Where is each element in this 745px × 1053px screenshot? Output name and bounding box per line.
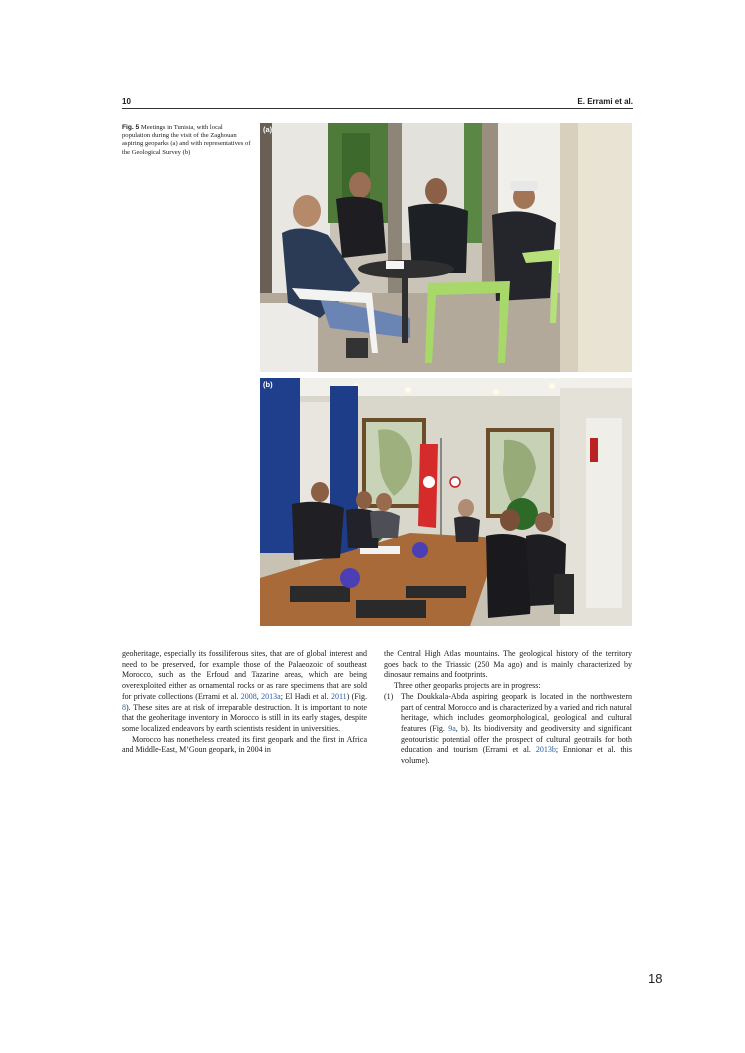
citation-link-2013b[interactable]: 2013b [535, 745, 556, 755]
photo-a-illustration [260, 123, 632, 372]
left-text-column [122, 649, 367, 756]
header-page-number: 10 [122, 97, 131, 106]
photo-a-terrace-meeting [260, 123, 632, 372]
photo-a-label: (a) [263, 125, 273, 134]
figure-label: Fig. 5 [122, 124, 140, 131]
photo-b-conference-room [260, 378, 632, 626]
citation-link-2011[interactable]: 2011 [330, 691, 347, 701]
left-paragraph-2: Morocco has nonetheless created its first geopark and the first in Africa and Middle-East, M’Goun geopark, in 2004 in [122, 734, 367, 755]
list-item-1: (1) The Doukkala-Abda aspiring geopark is located in the northwestern part of central Morocco and is characterized by a varied and rich natural heritage, which includes geomorphological, geological and cultural features (Fig. 9a, b). Its biodiversity and geodiversity and significant geotouristic potential offer the prospect of cultural geotrails for both education and tourism (Errami et al. 2013b; Ennionar et al. this volume). [384, 691, 632, 766]
right-paragraph-1: the Central High Atlas mountains. The geological history of the territory goes back to the Triassic (250 Ma ago) and is mainly characterized by dinosaur remains and footprints. [384, 649, 632, 680]
figure-link-9a[interactable]: 9a [448, 723, 456, 733]
photo-b-label: (b) [263, 380, 273, 389]
right-text-column [384, 649, 632, 767]
page-footer-number: 18 [648, 971, 663, 986]
figure-caption-text: Meetings in Tunisia, with local population during the visit of the Zaghouan aspiring geoparks (a) and with representatives of the Geological Survey (b) [122, 124, 251, 156]
list-item-number: (1) [384, 691, 394, 701]
header-rule [122, 108, 633, 109]
citation-link-2013a[interactable]: 2013a [261, 691, 281, 701]
figure-caption [122, 124, 252, 157]
photo-b-illustration [260, 378, 632, 626]
citation-link-2008[interactable]: 2008 [240, 691, 257, 701]
header-author: E. Errami et al. [577, 97, 633, 106]
figure-link-8[interactable]: 8 [122, 702, 126, 712]
right-paragraph-2: Three other geoparks projects are in progress: [394, 681, 541, 691]
left-paragraph-1: geoheritage, especially its fossiliferous sites, that are of global interest and need to be preserved, for example those of the Palaeozoic of southeast Morocco, such as the Erfoud and Tazarine areas, which are being overexploited either as ornamental rocks or as rare specimens that are sold for private collections (Errami et al. 2008, 2013a; El Hadi et al. 2011) (Fig. 8). These sites are at risk of irreparable destruction. It is important to note that the geoheritage inventory in Morocco is still in its early stages, despite some localized endeavors by earth scientists resident in universities. [122, 649, 367, 733]
